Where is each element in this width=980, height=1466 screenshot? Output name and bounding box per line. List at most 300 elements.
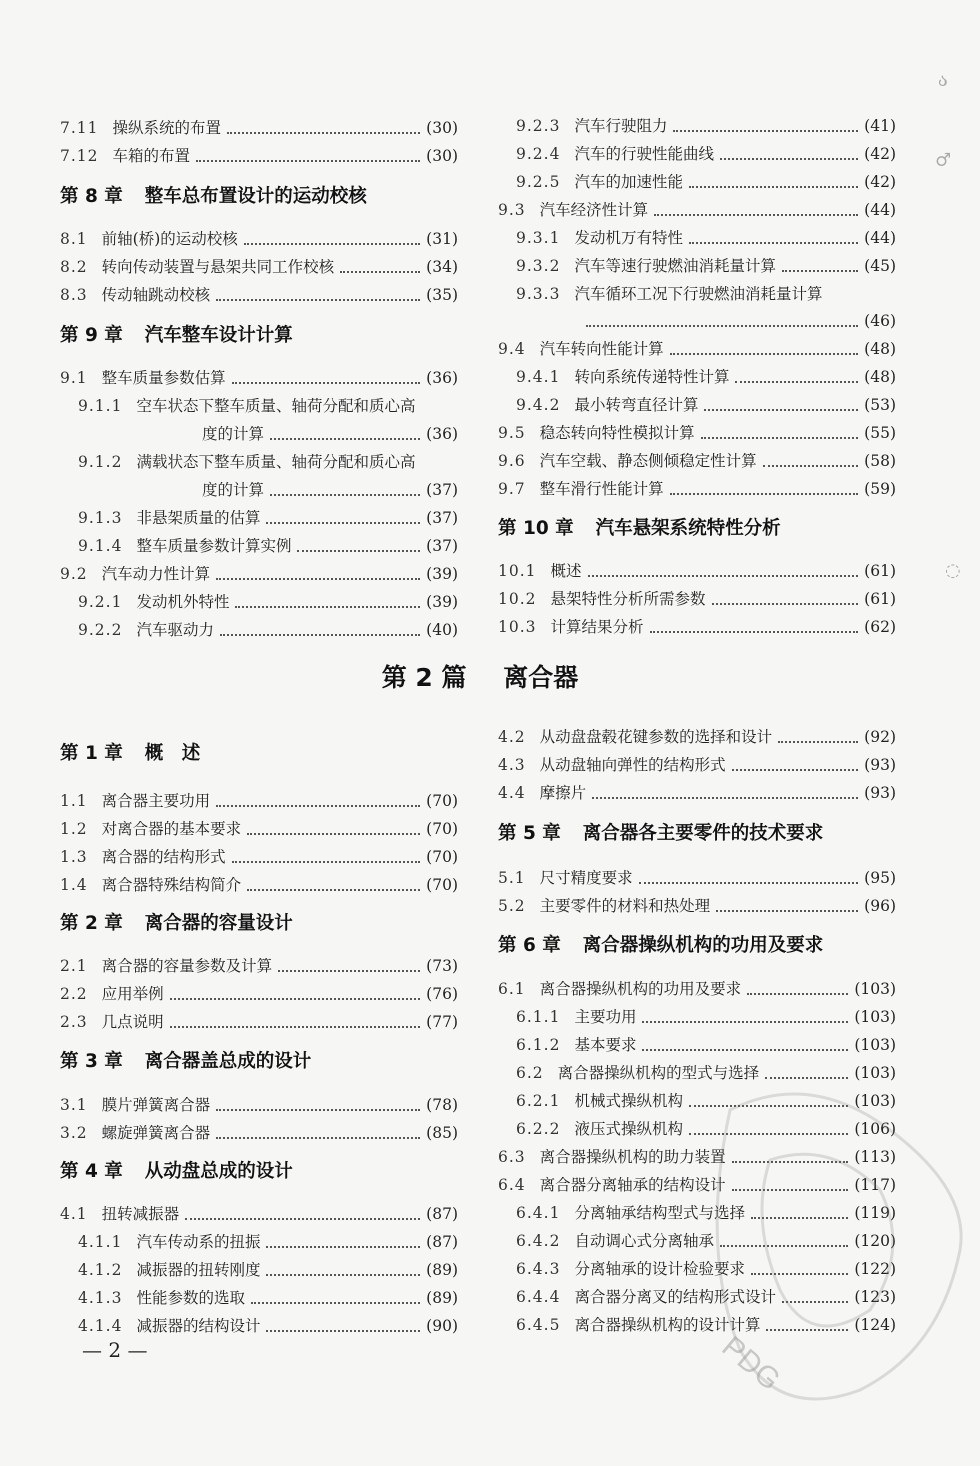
- section-number: 1.1: [60, 792, 88, 810]
- section-number: 9.6: [498, 452, 526, 470]
- section-number: 6.1.1: [516, 1008, 561, 1026]
- page-number: — 2 —: [82, 1338, 148, 1362]
- toc-entry[interactable]: [78, 616, 458, 644]
- page-ref: (70): [426, 848, 458, 866]
- toc-entry[interactable]: [516, 1199, 896, 1227]
- chapter-title: 离合器的容量设计: [144, 913, 293, 934]
- section-title: 车箱的布置: [112, 147, 191, 165]
- section-title: 度的计算: [202, 481, 265, 499]
- page-ref: (61): [864, 590, 896, 608]
- leader-dots: [778, 741, 858, 743]
- toc-entry[interactable]: [78, 532, 458, 560]
- section-number: 6.4.1: [516, 1204, 561, 1222]
- toc-entry[interactable]: [60, 980, 458, 1008]
- toc-entry[interactable]: [78, 1284, 458, 1312]
- section-number: 9.3.2: [516, 257, 561, 275]
- section-title: 离合器特殊结构简介: [101, 876, 242, 894]
- part-number: 第 2 篇: [381, 663, 467, 692]
- page-ref: (70): [426, 820, 458, 838]
- section-title: 汽车循环工况下行驶燃油消耗量计算: [574, 285, 823, 303]
- section-title: 汽车转向性能计算: [539, 340, 664, 358]
- section-number: 2.2: [60, 985, 88, 1003]
- leader-dots: [782, 270, 858, 272]
- page-ref: (85): [426, 1124, 458, 1142]
- section-number: 5.2: [498, 897, 526, 915]
- page-ref: (70): [426, 876, 458, 894]
- page-ref: (37): [426, 481, 458, 499]
- section-title: 从动盘轴向弹性的结构形式: [539, 756, 726, 774]
- leader-dots: [266, 522, 420, 524]
- toc-entry[interactable]: [516, 252, 896, 280]
- section-number: 9.2.4: [516, 145, 561, 163]
- toc-entry[interactable]: [516, 1059, 896, 1087]
- toc-entry[interactable]: [516, 112, 896, 140]
- page-ref: (89): [426, 1261, 458, 1279]
- chapter-heading: [60, 910, 293, 938]
- section-number: 9.4.2: [516, 396, 561, 414]
- chapter-number: 第 1 章: [60, 743, 123, 764]
- section-number: 4.1.1: [78, 1233, 123, 1251]
- toc-entry[interactable]: [498, 196, 896, 224]
- section-title: 整车滑行性能计算: [539, 480, 664, 498]
- leader-dots: [701, 437, 859, 439]
- chapter-heading: [498, 932, 823, 960]
- toc-entry[interactable]: [498, 864, 896, 892]
- chapter-title: 离合器各主要零件的技术要求: [582, 823, 824, 844]
- section-number: 6.2: [516, 1064, 544, 1082]
- toc-entry[interactable]: [516, 168, 896, 196]
- toc-entry[interactable]: [498, 779, 896, 807]
- page-ref: (89): [426, 1289, 458, 1307]
- toc-entry[interactable]: [498, 1171, 896, 1199]
- page-ref: (53): [864, 396, 896, 414]
- leader-dots: [170, 1026, 421, 1028]
- section-number: 5.1: [498, 869, 526, 887]
- section-title: 汽车等速行驶燃油消耗量计算: [574, 257, 776, 275]
- toc-entry[interactable]: [516, 1283, 896, 1311]
- page-ref: (37): [426, 509, 458, 527]
- chapter-heading: [498, 515, 781, 543]
- leader-dots: [751, 1273, 848, 1275]
- leader-dots: [185, 1218, 420, 1220]
- section-title: 操纵系统的布置: [112, 119, 222, 137]
- leader-dots: [735, 381, 858, 383]
- leader-dots: [220, 634, 420, 636]
- toc-entry[interactable]: [580, 307, 896, 335]
- section-number: 4.1.2: [78, 1261, 123, 1279]
- toc-entry[interactable]: [60, 225, 458, 253]
- section-number: 9.1: [60, 369, 88, 387]
- section-title: 离合器分离叉的结构形式设计: [574, 1288, 776, 1306]
- section-title: 汽车动力性计算: [101, 565, 211, 583]
- section-title: 主要功用: [574, 1008, 637, 1026]
- leader-dots: [247, 889, 420, 891]
- section-title: 尺寸精度要求: [539, 869, 633, 887]
- toc-entry[interactable]: [516, 1311, 896, 1339]
- leader-dots: [278, 970, 420, 972]
- section-number: 6.4.5: [516, 1316, 561, 1334]
- toc-entry[interactable]: [498, 1143, 896, 1171]
- section-title: 离合器操纵机构的功用及要求: [539, 980, 742, 998]
- margin-mark-1: ა: [938, 70, 948, 91]
- page-ref: (40): [426, 621, 458, 639]
- section-title: 离合器操纵机构的助力装置: [539, 1148, 726, 1166]
- leader-dots: [654, 214, 858, 216]
- leader-dots: [266, 1246, 420, 1248]
- leader-dots: [716, 910, 858, 912]
- chapter-title: 离合器操纵机构的功用及要求: [582, 935, 824, 956]
- toc-entry[interactable]: [60, 815, 458, 843]
- chapter-number: 第 6 章: [498, 935, 561, 956]
- toc-entry[interactable]: [516, 280, 896, 308]
- section-number: 9.2.1: [78, 593, 123, 611]
- toc-entry[interactable]: [60, 1119, 458, 1147]
- section-title: 离合器操纵机构的型式与选择: [557, 1064, 760, 1082]
- page-ref: (46): [864, 312, 896, 330]
- toc-entry[interactable]: [498, 447, 896, 475]
- section-number: 9.2.5: [516, 173, 561, 191]
- chapter-number: 第 5 章: [498, 823, 561, 844]
- chapter-number: 第 4 章: [60, 1161, 123, 1182]
- toc-entry[interactable]: [516, 1227, 896, 1255]
- section-title: 发动机外特性: [136, 593, 230, 611]
- toc-entry[interactable]: [498, 335, 896, 363]
- leader-dots: [235, 606, 420, 608]
- page-ref: (124): [854, 1316, 896, 1334]
- section-title: 主要零件的材料和热处理: [539, 897, 711, 915]
- section-number: 9.3.3: [516, 285, 561, 303]
- page-ref: (48): [864, 340, 896, 358]
- section-number: 9.7: [498, 480, 526, 498]
- page-ref: (39): [426, 565, 458, 583]
- leader-dots: [747, 993, 848, 995]
- page-ref: (30): [426, 147, 458, 165]
- toc-entry[interactable]: [202, 420, 458, 448]
- leader-dots: [216, 578, 420, 580]
- section-number: 6.4.4: [516, 1288, 561, 1306]
- leader-dots: [216, 805, 420, 807]
- section-number: 4.1: [60, 1205, 88, 1223]
- leader-dots: [216, 299, 420, 301]
- chapter-heading: [60, 1048, 311, 1076]
- section-number: 6.4: [498, 1176, 526, 1194]
- leader-dots: [782, 1301, 848, 1303]
- section-number: 3.2: [60, 1124, 88, 1142]
- section-number: 7.12: [60, 147, 99, 165]
- chapter-heading: [60, 740, 200, 768]
- leader-dots: [732, 1161, 849, 1163]
- chapter-heading: [498, 820, 823, 848]
- page-ref: (58): [864, 452, 896, 470]
- toc-entry[interactable]: [516, 1255, 896, 1283]
- page-ref: (103): [854, 980, 896, 998]
- toc-entry[interactable]: [78, 1256, 458, 1284]
- section-number: 8.1: [60, 230, 88, 248]
- section-number: 8.3: [60, 286, 88, 304]
- leader-dots: [639, 882, 859, 884]
- section-number: 3.1: [60, 1096, 88, 1114]
- leader-dots: [720, 158, 858, 160]
- section-number: 9.1.2: [78, 453, 123, 471]
- page-ref: (87): [426, 1233, 458, 1251]
- page-ref: (62): [864, 618, 896, 636]
- section-title: 分离轴承结构型式与选择: [574, 1204, 745, 1222]
- chapter-title: 汽车悬架系统特性分析: [595, 518, 781, 539]
- toc-entry[interactable]: [498, 419, 896, 447]
- section-number: 9.4.1: [516, 368, 561, 386]
- page-ref: (122): [854, 1260, 896, 1278]
- page-ref: (55): [864, 424, 896, 442]
- leader-dots: [704, 409, 858, 411]
- toc-entry[interactable]: [516, 391, 896, 419]
- toc-entry[interactable]: [498, 723, 896, 751]
- leader-dots: [586, 325, 858, 327]
- page-ref: (44): [864, 201, 896, 219]
- section-number: 10.2: [498, 590, 537, 608]
- part-title: 离合器: [503, 663, 579, 692]
- chapter-number: 第 2 章: [60, 913, 123, 934]
- section-title: 应用举例: [101, 985, 164, 1003]
- section-title: 度的计算: [202, 425, 265, 443]
- section-title: 汽车空载、静态侧倾稳定性计算: [539, 452, 757, 470]
- section-number: 9.1.4: [78, 537, 123, 555]
- section-number: 6.4.3: [516, 1260, 561, 1278]
- section-title: 概述: [550, 562, 582, 580]
- chapter-number: 第 3 章: [60, 1051, 123, 1072]
- toc-entry[interactable]: [202, 476, 458, 504]
- page-ref: (103): [854, 1008, 896, 1026]
- leader-dots: [751, 1217, 848, 1219]
- leader-dots: [642, 1021, 848, 1023]
- section-title: 减振器的结构设计: [136, 1317, 261, 1335]
- toc-entry[interactable]: [60, 843, 458, 871]
- toc-entry[interactable]: [60, 253, 458, 281]
- section-title: 液压式操纵机构: [574, 1120, 683, 1138]
- section-title: 发动机万有特性: [574, 229, 683, 247]
- toc-entry[interactable]: [516, 363, 896, 391]
- section-title: 转向传动装置与悬架共同工作校核: [101, 258, 335, 276]
- toc-entry[interactable]: [78, 448, 458, 476]
- toc-entry[interactable]: [498, 585, 896, 613]
- page-ref: (36): [426, 369, 458, 387]
- section-title: 满载状态下整车质量、轴荷分配和质心高: [136, 453, 416, 471]
- toc-entry[interactable]: [516, 1003, 896, 1031]
- page-ref: (103): [854, 1064, 896, 1082]
- page-ref: (92): [864, 728, 896, 746]
- page-ref: (117): [854, 1176, 896, 1194]
- toc-entry[interactable]: [60, 142, 458, 170]
- toc-entry[interactable]: [498, 892, 896, 920]
- leader-dots: [673, 130, 858, 132]
- section-title: 非悬架质量的估算: [136, 509, 261, 527]
- page-ref: (36): [426, 425, 458, 443]
- toc-entry[interactable]: [498, 557, 896, 585]
- section-title: 空车状态下整车质量、轴荷分配和质心高: [136, 397, 416, 415]
- leader-dots: [227, 132, 420, 134]
- page-ref: (76): [426, 985, 458, 1003]
- leader-dots: [196, 160, 420, 162]
- section-number: 10.3: [498, 618, 537, 636]
- leader-dots: [251, 1302, 420, 1304]
- section-number: 9.2: [60, 565, 88, 583]
- chapter-number: 第 10 章: [498, 518, 574, 539]
- chapter-title: 离合器盖总成的设计: [144, 1051, 312, 1072]
- toc-entry[interactable]: [516, 1087, 896, 1115]
- section-number: 9.2.3: [516, 117, 561, 135]
- section-number: 6.2.2: [516, 1120, 561, 1138]
- section-title: 减振器的扭转刚度: [136, 1261, 261, 1279]
- leader-dots: [650, 631, 859, 633]
- section-number: 6.2.1: [516, 1092, 561, 1110]
- chapter-title: 整车总布置设计的运动校核: [144, 186, 367, 207]
- page-ref: (39): [426, 593, 458, 611]
- page-ref: (61): [864, 562, 896, 580]
- toc-entry[interactable]: [60, 114, 458, 142]
- leader-dots: [712, 603, 859, 605]
- page-ref: (42): [864, 173, 896, 191]
- section-title: 汽车驱动力: [136, 621, 214, 639]
- leader-dots: [266, 1330, 420, 1332]
- toc-entry[interactable]: [60, 281, 458, 309]
- leader-dots: [765, 1077, 848, 1079]
- toc-entry[interactable]: [60, 952, 458, 980]
- toc-entry[interactable]: [60, 1091, 458, 1119]
- chapter-number: 第 8 章: [60, 186, 123, 207]
- chapter-heading: [60, 183, 367, 211]
- page-ref: (120): [854, 1232, 896, 1250]
- part-heading: [0, 658, 960, 694]
- toc-entry[interactable]: [60, 364, 458, 392]
- toc-entry[interactable]: [60, 1200, 458, 1228]
- section-title: 计算结果分析: [550, 618, 644, 636]
- leader-dots: [247, 833, 420, 835]
- section-number: 4.4: [498, 784, 526, 802]
- section-title: 膜片弹簧离合器: [101, 1096, 211, 1114]
- section-number: 1.2: [60, 820, 88, 838]
- section-title: 汽车经济性计算: [539, 201, 649, 219]
- page-ref: (103): [854, 1036, 896, 1054]
- leader-dots: [244, 243, 420, 245]
- section-title: 对离合器的基本要求: [101, 820, 242, 838]
- toc-entry[interactable]: [498, 751, 896, 779]
- toc-entry[interactable]: [78, 1228, 458, 1256]
- toc-entry[interactable]: [516, 1031, 896, 1059]
- section-number: 9.1.3: [78, 509, 123, 527]
- chapter-title: 汽车整车设计计算: [144, 325, 293, 346]
- leader-dots: [232, 382, 421, 384]
- section-number: 6.4.2: [516, 1232, 561, 1250]
- toc-entry[interactable]: [498, 613, 896, 641]
- section-title: 汽车行驶阻力: [574, 117, 668, 135]
- page-ref: (70): [426, 792, 458, 810]
- toc-entry[interactable]: [78, 588, 458, 616]
- chapter-title: 从动盘总成的设计: [144, 1161, 293, 1182]
- page-ref: (123): [854, 1288, 896, 1306]
- page-ref: (103): [854, 1092, 896, 1110]
- section-number: 2.3: [60, 1013, 88, 1031]
- page-ref: (96): [864, 897, 896, 915]
- toc-entry[interactable]: [498, 975, 896, 1003]
- section-number: 9.4: [498, 340, 526, 358]
- page-ref: (119): [854, 1204, 896, 1222]
- toc-entry[interactable]: [60, 1008, 458, 1036]
- section-number: 4.2: [498, 728, 526, 746]
- page-ref: (87): [426, 1205, 458, 1223]
- toc-entry[interactable]: [516, 224, 896, 252]
- section-number: 9.3.1: [516, 229, 561, 247]
- page-ref: (41): [864, 117, 896, 135]
- section-title: 基本要求: [574, 1036, 637, 1054]
- toc-entry[interactable]: [516, 1115, 896, 1143]
- section-number: 1.4: [60, 876, 88, 894]
- section-title: 汽车的加速性能: [574, 173, 683, 191]
- section-title: 整车质量参数计算实例: [136, 537, 292, 555]
- section-title: 离合器的结构形式: [101, 848, 226, 866]
- section-title: 离合器分离轴承的结构设计: [539, 1176, 726, 1194]
- leader-dots: [232, 861, 421, 863]
- watermark-text: PDG: [715, 1330, 787, 1398]
- page-ref: (77): [426, 1013, 458, 1031]
- margin-mark-3: ◌: [945, 560, 961, 581]
- section-title: 分离轴承的设计检验要求: [574, 1260, 745, 1278]
- page-ref: (73): [426, 957, 458, 975]
- leader-dots: [766, 1329, 848, 1331]
- leader-dots: [216, 1109, 420, 1111]
- leader-dots: [266, 1274, 420, 1276]
- leader-dots: [297, 550, 420, 552]
- section-title: 离合器的容量参数及计算: [101, 957, 273, 975]
- page-ref: (106): [854, 1120, 896, 1138]
- page-ref: (30): [426, 119, 458, 137]
- leader-dots: [670, 493, 859, 495]
- section-title: 汽车传动系的扭振: [136, 1233, 261, 1251]
- chapter-number: 第 9 章: [60, 325, 123, 346]
- leader-dots: [763, 465, 859, 467]
- section-number: 10.1: [498, 562, 537, 580]
- leader-dots: [642, 1049, 848, 1051]
- section-title: 机械式操纵机构: [574, 1092, 683, 1110]
- section-number: 9.1.1: [78, 397, 123, 415]
- toc-entry[interactable]: [516, 140, 896, 168]
- leader-dots: [592, 797, 858, 799]
- section-number: 6.3: [498, 1148, 526, 1166]
- leader-dots: [689, 1105, 848, 1107]
- toc-entry[interactable]: [498, 475, 896, 503]
- section-title: 扭转减振器: [101, 1205, 180, 1223]
- section-number: 4.1.3: [78, 1289, 123, 1307]
- leader-dots: [588, 575, 859, 577]
- page-ref: (59): [864, 480, 896, 498]
- toc-entry[interactable]: [60, 871, 458, 899]
- toc-entry[interactable]: [78, 504, 458, 532]
- toc-entry[interactable]: [60, 787, 458, 815]
- toc-entry[interactable]: [78, 1312, 458, 1340]
- chapter-heading: [60, 1158, 293, 1186]
- section-number: 2.1: [60, 957, 88, 975]
- leader-dots: [216, 1137, 420, 1139]
- page-ref: (44): [864, 229, 896, 247]
- page-ref: (90): [426, 1317, 458, 1335]
- section-title: 性能参数的选取: [136, 1289, 245, 1307]
- toc-entry[interactable]: [60, 560, 458, 588]
- leader-dots: [270, 438, 420, 440]
- leader-dots: [689, 1133, 848, 1135]
- section-title: 从动盘盘毂花键参数的选择和设计: [539, 728, 773, 746]
- leader-dots: [170, 998, 421, 1000]
- toc-entry[interactable]: [78, 392, 458, 420]
- page-ref: (95): [864, 869, 896, 887]
- page-ref: (31): [426, 230, 458, 248]
